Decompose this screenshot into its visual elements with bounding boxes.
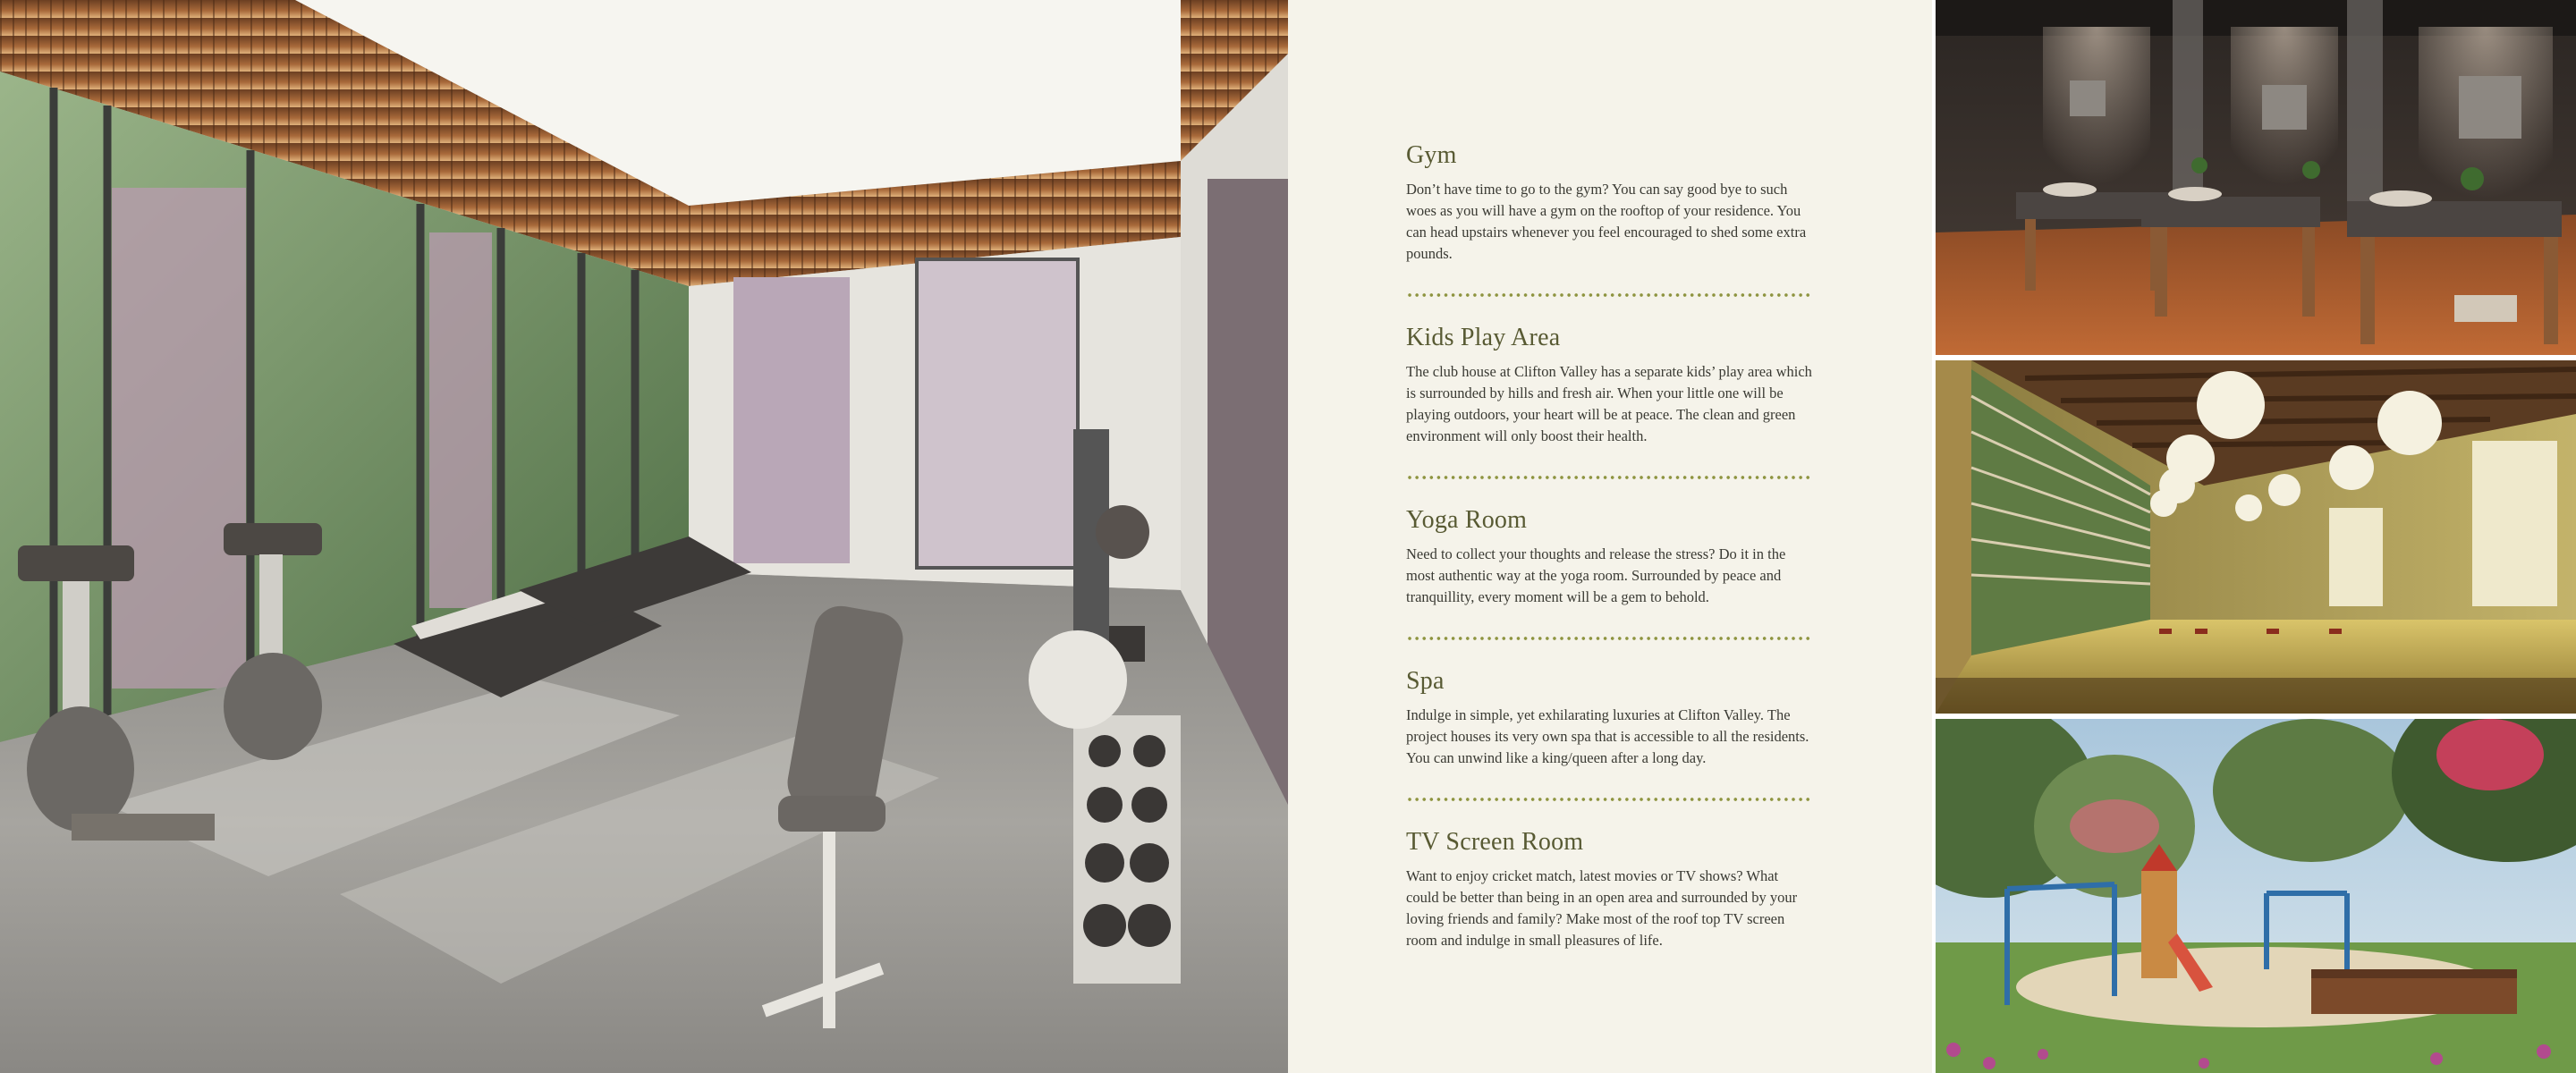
amenity-description: Indulge in simple, yet exhilarating luxuries at Clifton Valley. The project houses its very own spa that is accessible to all the residents. You can unwind like a king/queen after a long day. xyxy=(1406,706,1809,766)
amenity-tv-screen-room xyxy=(1406,828,1812,951)
dotted-divider xyxy=(1406,798,1812,801)
amenity-yoga-room xyxy=(1406,506,1812,608)
kids-play-area-image xyxy=(1936,719,2576,1073)
amenity-title: Spa xyxy=(1406,667,1445,695)
amenity-description: The club house at Clifton Valley has a separate kids’ play area which is surrounded by hills and fresh air. When your little one will be playing outdoors, your heart will be at peace. The clean and green environment will only boost their health. xyxy=(1406,363,1812,444)
amenity-spa xyxy=(1406,667,1812,769)
amenity-title: Gym xyxy=(1406,141,1457,169)
amenity-description: Need to collect your thoughts and release the stress? Do it in the most authentic way at the yoga room. Surrounded by peace and tranquillity, every moment will be a gem to behold. xyxy=(1406,545,1786,605)
amenity-description: Want to enjoy cricket match, latest movies or TV shows? What could be better than being in an open area and surrounded by your loving friends and family? Make most of the roof top TV screen room and indulge in small pleasures of life. xyxy=(1406,867,1798,949)
dotted-divider xyxy=(1406,476,1812,479)
amenity-kids-play-area xyxy=(1406,324,1812,447)
yoga-room-image xyxy=(1936,360,2576,714)
amenity-title: Kids Play Area xyxy=(1406,324,1561,351)
amenity-title: TV Screen Room xyxy=(1406,828,1584,856)
spa-image xyxy=(1936,0,2576,355)
amenity-description: Don’t have time to go to the gym? You can say good bye to such woes as you will have a gym on the rooftop of your residence. You can head upstairs whenever you feel encouraged to shed some extra pounds. xyxy=(1406,181,1807,262)
dotted-divider xyxy=(1406,293,1812,297)
amenities-list xyxy=(1406,141,1812,951)
amenity-title: Yoga Room xyxy=(1406,506,1528,534)
amenity-photo-column xyxy=(1932,0,2576,1073)
dotted-divider xyxy=(1406,637,1812,640)
amenity-gym xyxy=(1406,141,1812,265)
amenities-text-panel xyxy=(1288,0,1932,1073)
